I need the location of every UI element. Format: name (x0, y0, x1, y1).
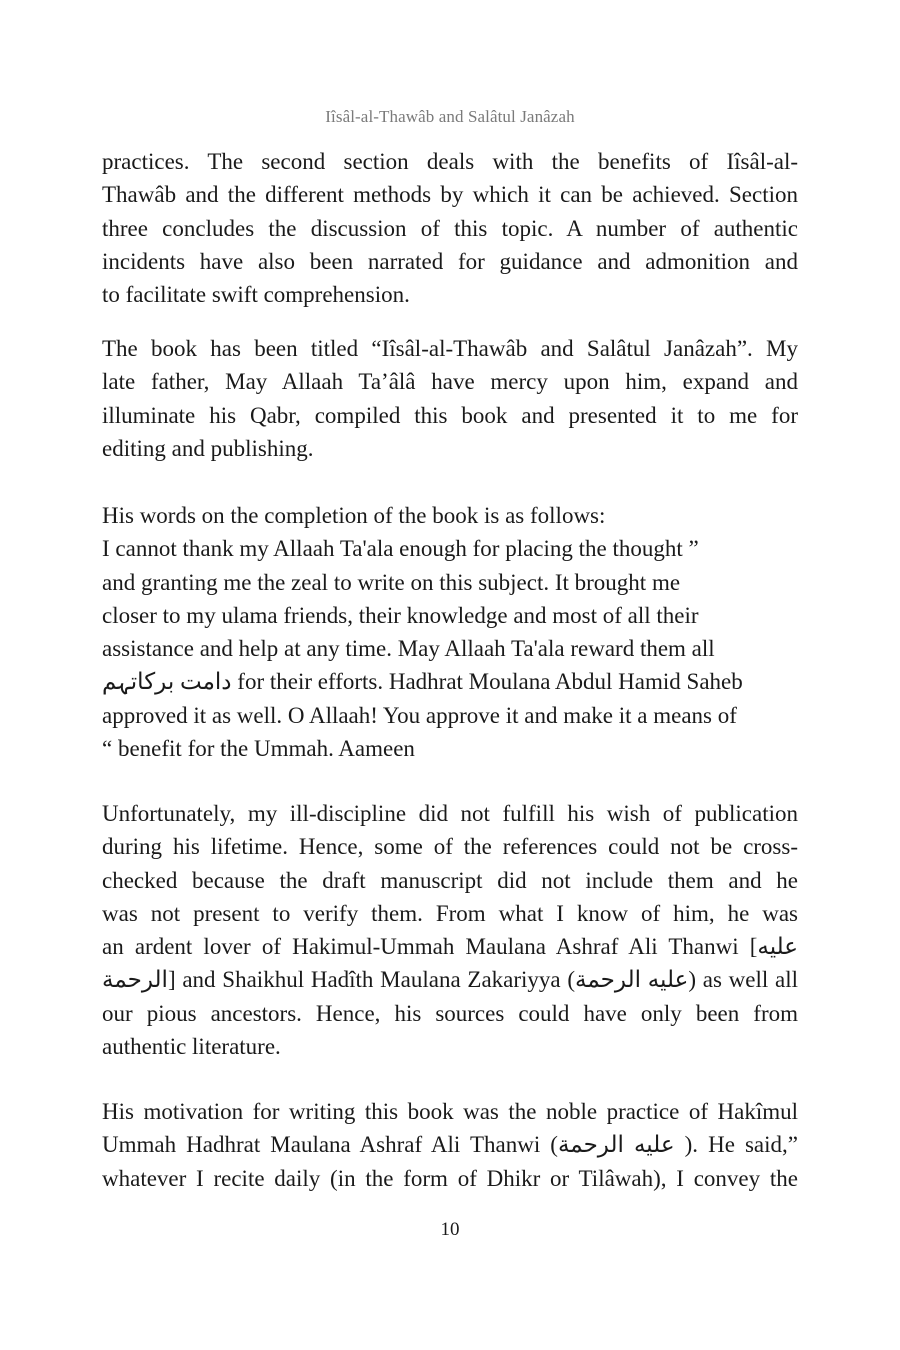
text-line: His words on the completion of the book is as follows: (102, 503, 606, 528)
text-line: during his lifetime. Hence, some of the references could not be cross- (102, 834, 798, 860)
paragraph-1 (102, 145, 798, 311)
text-line: incidents have also been narrated for guidance and admonition and (102, 248, 798, 274)
text-line: Unfortunately, my ill-discipline did not fulfill his wish of publication (102, 801, 798, 826)
text-line: The book has been titled “Iîsâl-al-Thawâb and Salâtul Janâzah”. My (102, 336, 798, 361)
text-line: “ benefit for the Ummah. Aameen (102, 736, 415, 762)
text-line: editing and publishing. (102, 435, 314, 461)
paragraph-2 (102, 332, 798, 465)
text-line: late father, May Allaah Ta’âlâ have mercy upon him, expand and (102, 369, 798, 395)
text-line: to facilitate swift comprehension. (102, 282, 410, 308)
text-line: closer to my ulama friends, their knowledge and most of all their (102, 602, 699, 628)
text-line: our pious ancestors. Hence, his sources could have only been from (102, 1000, 798, 1026)
text-line: illuminate his Qabr, compiled this book and presented it to me for (102, 402, 798, 428)
text-line: Thawâb and the different methods by which it can be achieved. Section (102, 182, 798, 208)
running-header-title: Iîsâl-al-Thawâb and Salâtul Janâzah (325, 107, 575, 126)
paragraph-3-quote (102, 499, 798, 765)
text-line: authentic literature. (102, 1034, 281, 1060)
text-line: practices. The second section deals with the benefits of Iîsâl-al- (102, 149, 798, 174)
text-line: الرحمة] and Shaikhul Hadîth Maulana Zakariyya (عليه الرحمة) as well all (102, 967, 798, 993)
text-line: Ummah Hadhrat Maulana Ashraf Ali Thanwi (عليه الرحمة ). He said,” (102, 1132, 798, 1158)
text-line: دامت برکاتہم for their efforts. Hadhrat Moulana Abdul Hamid Saheb (102, 669, 743, 695)
text-line: an ardent lover of Hakimul-Ummah Maulana Ashraf Ali Thanwi [عليه (102, 934, 798, 960)
text-line: and granting me the zeal to write on this subject. It brought me (102, 569, 681, 595)
page-number: 10 (440, 1219, 460, 1240)
paragraph-5 (102, 1095, 798, 1195)
text-line: approved it as well. O Allaah! You approve it and make it a means of (102, 702, 737, 728)
text-line: assistance and help at any time. May Allaah Ta'ala reward them all (102, 636, 715, 662)
text-line: was not present to verify them. From what I know of him, he was (102, 900, 798, 926)
text-line: His motivation for writing this book was the noble practice of Hakîmul (102, 1099, 798, 1124)
text-line: whatever I recite daily (in the form of Dhikr or Tilâwah), I convey the (102, 1165, 798, 1191)
paragraph-4 (102, 797, 798, 1063)
text-line: I cannot thank my Allaah Ta'ala enough for placing the thought ” (102, 536, 699, 562)
text-line: checked because the draft manuscript did not include them and he (102, 867, 798, 893)
text-line: three concludes the discussion of this topic. A number of authentic (102, 215, 798, 241)
